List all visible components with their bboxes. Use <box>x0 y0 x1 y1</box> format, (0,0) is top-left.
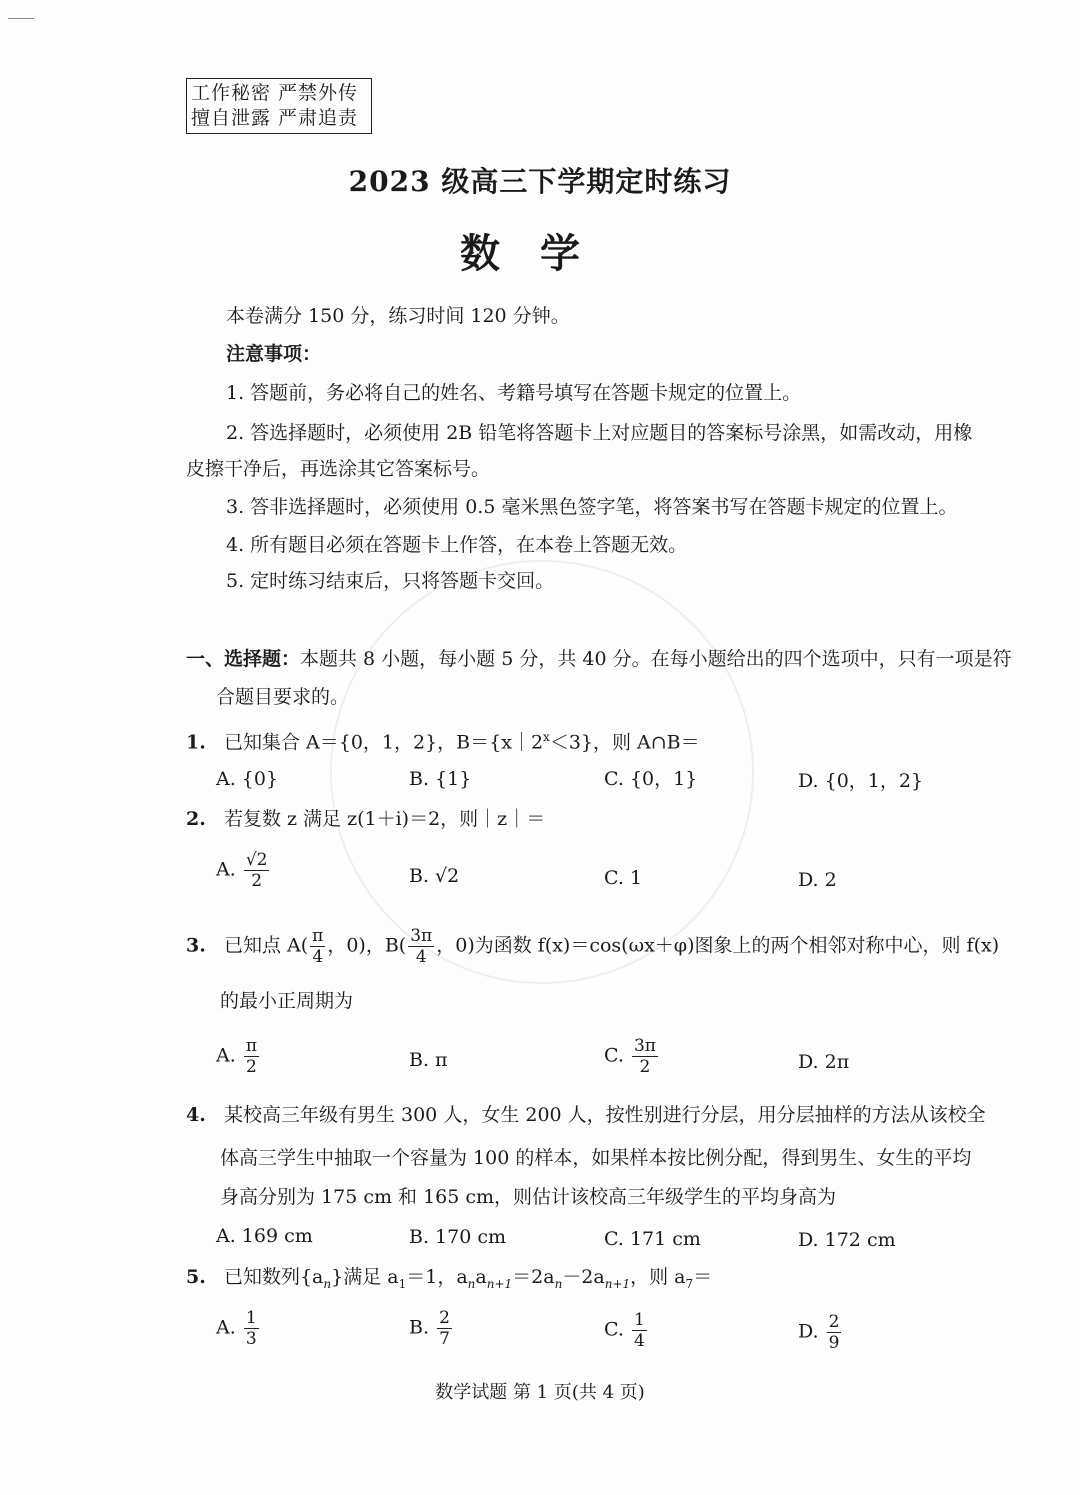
q5-option-b <box>409 1308 454 1349</box>
q5-option-a-denominator: 3 <box>245 1329 257 1349</box>
q3-f1-numerator: π <box>312 926 324 946</box>
q3-number: 3. <box>186 934 206 957</box>
q3-fraction-1 <box>310 926 325 967</box>
q3-s1: 已知点 A( <box>223 934 309 957</box>
q5-s2: }满足 a <box>331 1266 399 1288</box>
q5-s7: ，则 a <box>630 1266 686 1288</box>
q3-option-c <box>604 1036 660 1077</box>
q1-number: 1. <box>186 731 206 754</box>
q5-s6: －2a <box>562 1266 605 1288</box>
q3-s2: ，0)，B( <box>327 934 407 957</box>
q2-number: 2. <box>186 808 206 830</box>
q5-option-a-fraction <box>244 1308 259 1349</box>
q5-s1: 已知数列{a <box>223 1266 324 1288</box>
q5-s3: ＝1，a <box>406 1266 468 1288</box>
q3-option-c-fraction <box>632 1036 658 1077</box>
notice-item-1: 1. 答题前，务必将自己的姓名、考籍号填写在答题卡规定的位置上。 <box>226 382 802 404</box>
q1-option-c: C. {0，1} <box>604 768 698 790</box>
q3-option-a-denominator: 2 <box>245 1057 257 1077</box>
q4-line-1: 某校高三年级有男生 300 人，女生 200 人，按性别进行分层，用分层抽样的方法从该校全 <box>223 1104 986 1126</box>
q5-number: 5. <box>186 1266 206 1288</box>
q5-option-d <box>798 1312 843 1353</box>
q5-sub-n2: n <box>467 1276 476 1291</box>
q1-stem-a: 已知集合 A＝{0，1，2}，B＝{x｜2 <box>223 731 544 754</box>
q5-s5: ＝2a <box>512 1266 555 1288</box>
question-4 <box>186 1103 986 1127</box>
q5-option-d-fraction <box>827 1312 842 1353</box>
confidential-stamp <box>186 78 372 134</box>
q5-option-a-numerator: 1 <box>245 1308 257 1328</box>
q4-line-2: 体高三学生中抽取一个容量为 100 的样本，如果样本按比例分配，得到男生、女生的平均 <box>220 1147 972 1169</box>
page-footer: 数学试题 第 1 页(共 4 页) <box>435 1382 645 1403</box>
q4-option-d: D. 172 cm <box>798 1229 896 1251</box>
question-1 <box>186 725 700 754</box>
q3-s3: ，0)为函数 f(x)＝cos(ωx＋φ)图象上的两个相邻对称中心，则 f(x) <box>436 934 1000 957</box>
q3-option-a-label: A. <box>216 1044 236 1067</box>
q5-sub-n1: n+1 <box>486 1276 513 1291</box>
q5-sub-7: 7 <box>685 1276 694 1291</box>
q5-option-c-fraction <box>632 1310 647 1351</box>
q3-f2-numerator: 3π <box>410 926 433 946</box>
notice-item-2b: 皮擦干净后，再选涂其它答案标号。 <box>186 458 491 480</box>
q1-option-b: B. {1} <box>409 768 472 790</box>
q5-s8: ＝ <box>693 1266 713 1288</box>
q5-option-c <box>604 1310 649 1351</box>
q3-option-c-label: C. <box>604 1044 624 1067</box>
q4-number: 4. <box>186 1104 206 1126</box>
q2-option-a-numerator: √2 <box>245 850 268 870</box>
question-3 <box>186 926 999 967</box>
q4-line-3: 身高分别为 175 cm 和 165 cm，则估计该校高三年级学生的平均身高为 <box>220 1186 837 1208</box>
q5-sub-n4: n+1 <box>604 1276 631 1291</box>
q3-option-a-fraction <box>244 1036 259 1077</box>
subject-title: 数学 <box>460 230 620 277</box>
q3-option-c-denominator: 2 <box>639 1057 651 1077</box>
section1-desc-a: 本题共 8 小题，每小题 5 分，共 40 分。在每小题给出的四个选项中，只有一项是符 <box>300 648 1012 670</box>
notice-item-2a: 2. 答选择题时，必须使用 2B 铅笔将答题卡上对应题目的答案标号涂黑，如需改动，用橡 <box>226 422 973 444</box>
notice-intro: 本卷满分 150 分，练习时间 120 分钟。 <box>226 305 570 327</box>
q3-line-2: 的最小正周期为 <box>220 990 354 1012</box>
q4-option-a: A. 169 cm <box>216 1225 313 1247</box>
notice-item-5: 5. 定时练习结束后，只将答题卡交回。 <box>226 570 555 592</box>
q1-option-a: A. {0} <box>216 768 279 790</box>
q2-option-b: B. √2 <box>409 865 460 887</box>
q5-option-b-numerator: 2 <box>439 1308 450 1328</box>
q2-option-c: C. 1 <box>604 867 643 889</box>
q3-f1-denominator: 4 <box>312 947 324 967</box>
q3-fraction-2 <box>408 926 434 967</box>
q1-option-d: D. {0，1，2} <box>798 770 924 792</box>
q5-sub-n3: n <box>554 1276 563 1291</box>
q2-option-d: D. 2 <box>798 869 837 891</box>
q2-option-a <box>216 850 271 891</box>
question-2 <box>186 807 545 831</box>
q1-stem-sup: x <box>543 730 550 744</box>
q5-option-b-label: B. <box>409 1316 430 1339</box>
q5-option-a-label: A. <box>216 1316 236 1339</box>
corner-mark <box>8 18 34 19</box>
q2-stem: 若复数 z 满足 z(1＋i)＝2，则｜z｜＝ <box>223 808 546 830</box>
notice-heading: 注意事项： <box>226 343 322 365</box>
notice-item-4: 4. 所有题目必须在答题卡上作答，在本卷上答题无效。 <box>226 534 688 556</box>
q5-option-c-label: C. <box>604 1318 624 1341</box>
q4-option-b: B. 170 cm <box>409 1226 507 1248</box>
section1-desc-b: 合题目要求的。 <box>216 686 350 708</box>
notice-item-3: 3. 答非选择题时，必须使用 0.5 毫米黑色签字笔，将答案书写在答题卡规定的位置上。 <box>226 496 958 518</box>
q5-option-d-numerator: 2 <box>828 1312 840 1332</box>
q5-option-c-numerator: 1 <box>633 1310 645 1330</box>
section1-label: 一、选择题： <box>186 648 301 670</box>
q4-option-c: C. 171 cm <box>604 1228 701 1250</box>
q2-option-a-label: A. <box>216 858 236 881</box>
confidential-line2: 擅自泄露 严肃追责 <box>191 107 359 129</box>
q5-sub-1: 1 <box>398 1276 407 1291</box>
question-5 <box>186 1265 712 1296</box>
exam-title: 2023 级高三下学期定时练习 <box>348 165 732 198</box>
q3-option-d: D. 2π <box>798 1051 850 1073</box>
q2-option-a-denominator: 2 <box>251 871 263 891</box>
q2-option-a-fraction <box>244 850 270 891</box>
q3-option-a-numerator: π <box>245 1036 257 1056</box>
confidential-line1: 工作秘密 严禁外传 <box>191 82 359 104</box>
q5-option-b-denominator: 7 <box>439 1329 450 1349</box>
section1-heading <box>186 647 1012 671</box>
q5-sub-n: n <box>323 1276 332 1291</box>
q5-option-d-label: D. <box>798 1320 819 1343</box>
q3-option-b: B. π <box>409 1049 448 1071</box>
q3-option-a <box>216 1036 261 1077</box>
q5-option-d-denominator: 9 <box>828 1333 840 1353</box>
q3-f2-denominator: 4 <box>415 947 427 967</box>
q3-option-c-numerator: 3π <box>633 1036 656 1056</box>
q5-option-c-denominator: 4 <box>633 1331 645 1351</box>
q1-stem-b: ＜3}，则 A∩B＝ <box>549 731 700 754</box>
q5-option-b-fraction <box>437 1308 452 1349</box>
q5-s4: a <box>475 1266 487 1288</box>
q5-option-a <box>216 1308 261 1349</box>
